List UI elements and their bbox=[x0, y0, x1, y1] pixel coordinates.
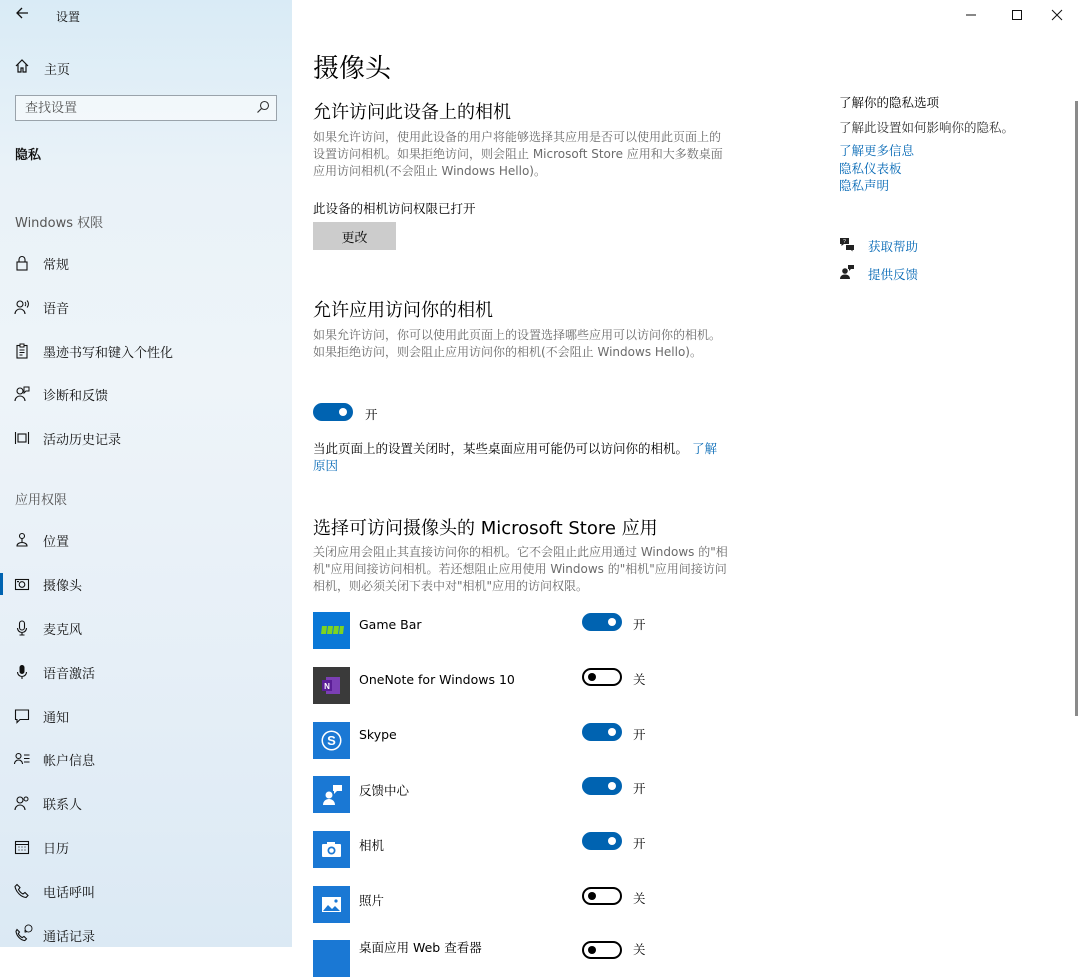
sidebar-item-label: 诊断和反馈 bbox=[43, 388, 109, 404]
maximize-icon bbox=[1012, 10, 1022, 20]
sidebar-item-label: 联系人 bbox=[43, 797, 83, 813]
feedback-person-icon bbox=[14, 386, 30, 402]
search-icon[interactable] bbox=[256, 100, 270, 114]
device-section-description: 如果允许访问，使用此设备的用户将能够选择其应用是否可以使用此页面上的设置访问相机。如果拒绝访问，则会阻止 Microsoft Store 应用和大多数桌面应用访问相机(不会阻止 Windows Hello)。 bbox=[313, 130, 723, 178]
sidebar-item-label: 日历 bbox=[43, 841, 70, 857]
give-feedback-link[interactable]: 提供反馈 bbox=[868, 267, 919, 282]
app-access-toggle[interactable] bbox=[313, 403, 353, 421]
notification-icon bbox=[14, 708, 30, 724]
sidebar-item-contacts[interactable] bbox=[0, 784, 292, 822]
close-icon bbox=[1052, 10, 1062, 20]
sidebar-item-label: 墨迹书写和键入个性化 bbox=[43, 345, 174, 361]
phone-icon bbox=[14, 883, 30, 899]
app-row-game-bar bbox=[313, 612, 773, 650]
privacy-options-description: 了解此设置如何影响你的隐私。 bbox=[839, 120, 1015, 135]
store-section-heading: 选择可访问摄像头的 Microsoft Store 应用 bbox=[313, 518, 658, 539]
app-toggle-label: 开 bbox=[633, 727, 646, 742]
minimize-button[interactable] bbox=[948, 0, 994, 30]
sidebar-item-call-history[interactable] bbox=[0, 916, 292, 954]
app-toggle[interactable] bbox=[582, 887, 622, 905]
game-bar-icon bbox=[313, 612, 350, 649]
sidebar-item-speech[interactable] bbox=[0, 288, 292, 326]
app-toggle[interactable] bbox=[582, 832, 622, 850]
app-name: 照片 bbox=[359, 893, 385, 908]
app-toggle[interactable] bbox=[582, 777, 622, 795]
close-button[interactable] bbox=[1034, 0, 1080, 30]
sidebar-item-voice-activation[interactable] bbox=[0, 653, 292, 691]
sidebar-item-label: 通知 bbox=[43, 710, 70, 726]
sidebar-item-label: 常规 bbox=[43, 257, 70, 273]
clipboard-icon bbox=[14, 343, 30, 359]
page-title: 摄像头 bbox=[313, 54, 392, 84]
onenote-icon bbox=[313, 667, 350, 704]
learn-more-link[interactable]: 了解更多信息 bbox=[839, 143, 915, 158]
skype-icon bbox=[313, 722, 350, 759]
app-name: 反馈中心 bbox=[359, 783, 410, 798]
sidebar-item-microphone[interactable] bbox=[0, 609, 292, 647]
sidebar-item-label: 通话记录 bbox=[43, 929, 96, 945]
device-access-status: 此设备的相机访问权限已打开 bbox=[313, 201, 476, 216]
sidebar-item-label: 帐户信息 bbox=[43, 753, 96, 769]
app-name: Skype bbox=[359, 727, 397, 742]
app-row-skype bbox=[313, 722, 773, 760]
back-arrow-icon[interactable] bbox=[14, 5, 30, 25]
sidebar bbox=[0, 0, 292, 947]
app-access-toggle-label: 开 bbox=[365, 407, 378, 422]
search-input[interactable] bbox=[16, 96, 250, 120]
app-row-onenote bbox=[313, 667, 773, 705]
sidebar-item-account-info[interactable] bbox=[0, 740, 292, 778]
app-name: Game Bar bbox=[359, 617, 422, 632]
camera-icon bbox=[14, 576, 30, 592]
get-help-link[interactable]: 获取帮助 bbox=[868, 239, 919, 254]
sidebar-item-general[interactable] bbox=[0, 244, 292, 282]
privacy-options-title: 了解你的隐私选项 bbox=[839, 95, 940, 110]
location-icon bbox=[14, 532, 30, 548]
search-box[interactable] bbox=[15, 95, 277, 121]
camera-app-icon bbox=[313, 831, 350, 868]
feedback-icon bbox=[839, 264, 855, 280]
sidebar-item-camera[interactable] bbox=[0, 565, 292, 603]
sidebar-home[interactable]: 主页 bbox=[44, 63, 71, 78]
windows-permissions-header: Windows 权限 bbox=[15, 216, 104, 231]
sidebar-item-notifications[interactable] bbox=[0, 697, 292, 735]
lock-icon bbox=[14, 255, 30, 271]
privacy-dashboard-link[interactable]: 隐私仪表板 bbox=[839, 161, 902, 176]
sidebar-item-location[interactable] bbox=[0, 521, 292, 559]
home-icon bbox=[14, 58, 30, 78]
app-row-web-viewer bbox=[313, 937, 773, 957]
sidebar-item-inking[interactable] bbox=[0, 332, 292, 370]
svg-text:?: ? bbox=[843, 239, 846, 245]
app-toggle-label: 开 bbox=[633, 781, 646, 796]
app-toggle[interactable] bbox=[582, 613, 622, 631]
scrollbar[interactable] bbox=[1075, 101, 1078, 716]
feedback-hub-icon bbox=[313, 776, 350, 813]
sidebar-item-label: 位置 bbox=[43, 534, 70, 550]
app-toggle-label: 关 bbox=[633, 891, 646, 906]
app-toggle[interactable] bbox=[582, 723, 622, 741]
svg-text:S: S bbox=[327, 733, 336, 748]
speech-icon bbox=[14, 299, 30, 315]
contacts-icon bbox=[14, 795, 30, 811]
window-title: 设置 bbox=[56, 10, 81, 24]
app-name: OneNote for Windows 10 bbox=[359, 672, 515, 687]
device-section-heading: 允许访问此设备上的相机 bbox=[313, 102, 511, 123]
sidebar-item-diagnostics[interactable] bbox=[0, 375, 292, 413]
sidebar-privacy-title: 隐私 bbox=[15, 148, 42, 163]
app-toggle-label: 关 bbox=[633, 672, 646, 687]
svg-text:N: N bbox=[324, 682, 330, 691]
app-name: 相机 bbox=[359, 838, 385, 853]
sidebar-item-label: 麦克风 bbox=[43, 622, 83, 638]
timeline-icon bbox=[14, 430, 30, 446]
sidebar-item-phone-calls[interactable] bbox=[0, 872, 292, 910]
app-row-camera bbox=[313, 831, 773, 869]
app-toggle-label: 开 bbox=[633, 617, 646, 632]
privacy-statement-link[interactable]: 隐私声明 bbox=[839, 178, 890, 193]
app-section-heading: 允许应用访问你的相机 bbox=[313, 300, 493, 321]
sidebar-item-label: 语音激活 bbox=[43, 666, 96, 682]
app-row-feedback-hub bbox=[313, 776, 773, 814]
minimize-icon bbox=[966, 10, 976, 20]
store-section-description: 关闭应用会阻止其直接访问你的相机。它不会阻止此应用通过 Windows 的"相机"应用间接访问相机。若还想阻止应用使用 Windows 的"相机"应用间接访问相机，则必须关闭下表中对"相机"应用的访问权限。 bbox=[313, 545, 728, 593]
app-toggle-label: 关 bbox=[633, 942, 646, 957]
app-toggle[interactable] bbox=[582, 668, 622, 686]
app-toggle[interactable] bbox=[582, 941, 622, 959]
sidebar-item-label: 活动历史记录 bbox=[43, 432, 122, 448]
sidebar-item-activity-history[interactable] bbox=[0, 419, 292, 457]
app-name: 桌面应用 Web 查看器 bbox=[359, 940, 482, 955]
desktop-apps-note-text: 当此页面上的设置关闭时，某些桌面应用可能仍可以访问你的相机。 bbox=[313, 441, 689, 456]
web-viewer-icon bbox=[313, 940, 350, 977]
app-row-photos bbox=[313, 886, 773, 924]
app-toggle-label: 开 bbox=[633, 836, 646, 851]
account-info-icon bbox=[14, 751, 30, 767]
desktop-apps-note bbox=[313, 440, 728, 474]
help-chat-icon bbox=[839, 237, 855, 251]
app-section-description: 如果允许访问，你可以使用此页面上的设置选择哪些应用可以访问你的相机。如果拒绝访问，则会阻止应用访问你的相机(不会阻止 Windows Hello)。 bbox=[313, 328, 722, 359]
sidebar-item-calendar[interactable] bbox=[0, 828, 292, 866]
sidebar-item-label: 语音 bbox=[43, 301, 70, 317]
sidebar-item-label: 摄像头 bbox=[43, 578, 83, 594]
calendar-icon bbox=[14, 839, 30, 855]
sidebar-item-label: 电话呼叫 bbox=[43, 885, 96, 901]
change-button[interactable]: 更改 bbox=[313, 222, 396, 250]
learn-why-link[interactable]: 了解原因 bbox=[313, 441, 718, 473]
app-permissions-header: 应用权限 bbox=[15, 493, 68, 508]
call-history-icon bbox=[14, 927, 30, 943]
voice-activation-icon bbox=[14, 664, 30, 680]
photos-icon bbox=[313, 886, 350, 923]
microphone-icon bbox=[14, 620, 30, 636]
